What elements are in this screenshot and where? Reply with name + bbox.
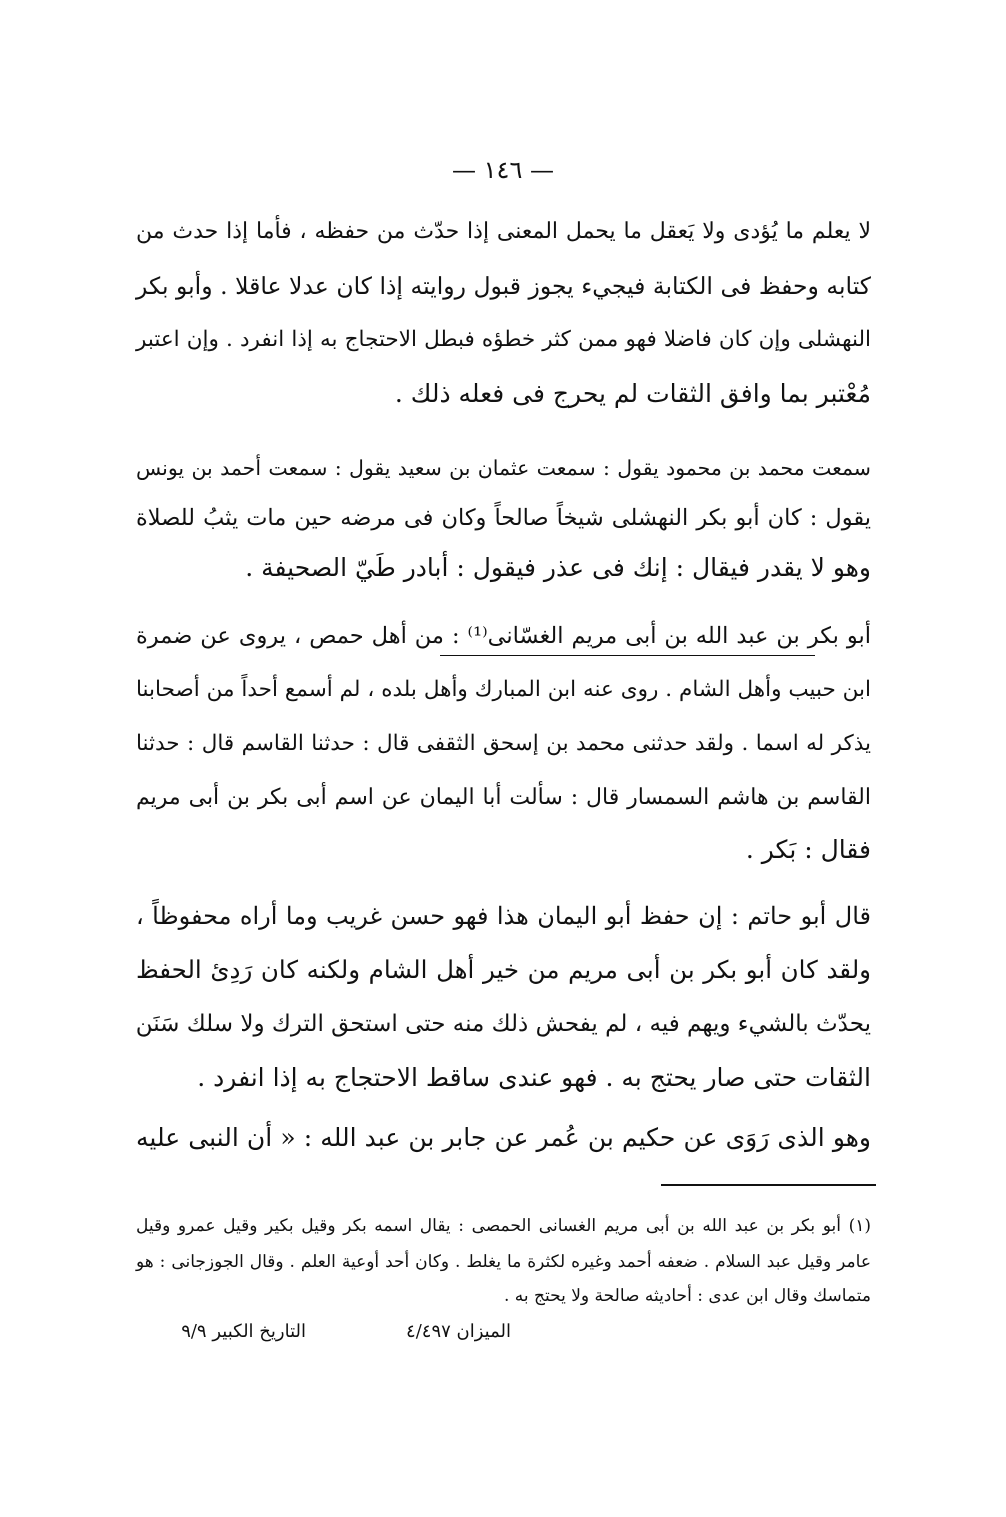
- footnote-line: عامر وقيل عبد السلام . ضعفه أحمد وغيره لكثرة ما يغلط . وكان أحد أوعية العلم . وقال الجوزجانى : هو: [136, 1252, 871, 1272]
- page-number: — ١٤٦ —: [452, 156, 554, 184]
- footnote-separator: [661, 1184, 876, 1186]
- footnote-line: متماسك وقال ابن عدى : أحاديثه صالحة ولا يحتج به .: [503, 1286, 871, 1306]
- text-line: الثقات حتى صار يحتج به . فهو عندى ساقط الاحتجاج به إذا انفرد .: [197, 1063, 871, 1092]
- text-line: فقال : بَكر .: [745, 835, 871, 864]
- text-line: يحدّث بالشيء ويهم فيه ، لم يفحش ذلك منه حتى استحق الترك ولا سلك سَنَن: [135, 1011, 871, 1037]
- footnote-reference: الميزان ٤/٤٩٧: [406, 1321, 511, 1342]
- text-line: يقول : كان أبو بكر النهشلى شيخاً صالحاً وكان فى مرضه حين مات يثبُ للصلاة: [136, 505, 871, 531]
- text-line: مُعْتبر بما وافق الثقات لم يحرج فى فعله ذلك .: [394, 379, 871, 408]
- text-line: القاسم بن هاشم السمسار قال : سألت أبا اليمان عن اسم أبى بكر بن أبى مريم: [136, 785, 871, 810]
- text-line: يذكر له اسما . ولقد حدثنى محمد بن إسحق الثقفى قال : حدثنا القاسم قال : حدثنا: [136, 731, 871, 756]
- text-line: وهو لا يقدر فيقال : إنك فى عذر فيقول : أبادر طَيّ الصحيفة .: [245, 553, 871, 582]
- text-line: سمعت محمد بن محمود يقول : سمعت عثمان بن سعيد يقول : سمعت أحمد بن يونس: [136, 456, 871, 480]
- text-line: النهشلى وإن كان فاضلا فهو ممن كثر خطؤه فبطل الاحتجاج به إذا انفرد . وإن اعتبر: [136, 327, 871, 352]
- text-line: ابن حبيب وأهل الشام . روى عنه ابن المبارك وأهل بلده ، لم أسمع أحداً من أصحابنا: [136, 677, 871, 702]
- entry-heading-line: أبو بكر بن عبد الله بن أبى مريم الغسّانى⁽¹⁾ : من أهل حمص ، يروى عن ضمرة: [136, 623, 871, 649]
- text-line: ولقد كان أبو بكر بن أبى مريم من خير أهل الشام ولكنه كان رَدِئ الحفظ: [136, 955, 871, 984]
- footnote-reference: التاريخ الكبير ٩/٩: [181, 1321, 306, 1342]
- text-line: قال أبو حاتم : إن حفظ أبو اليمان هذا فهو حسن غريب وما أراه محفوظاً ،: [136, 902, 871, 930]
- text-line: وهو الذى رَوَى عن حكيم بن عُمر عن جابر بن عبد الله : « أن النبى عليه: [136, 1123, 871, 1152]
- text-line: كتابه وحفظ فى الكتابة فيجيء يجوز قبول روايته إذا كان عدلا عاقلا . وأبو بكر: [136, 272, 871, 300]
- footnote-line: (١) أبو بكر بن عبد الله بن أبى مريم الغسانى الحمصى : يقال اسمه بكر وقيل بكير وقيل عمرو وقيل: [136, 1216, 871, 1236]
- text-line: لا يعلم ما يُؤدى ولا يَعقل ما يحمل المعنى إذا حدّث من حفظه ، فأما إذا حدث من: [136, 219, 871, 244]
- entry-name-underline: [440, 655, 815, 656]
